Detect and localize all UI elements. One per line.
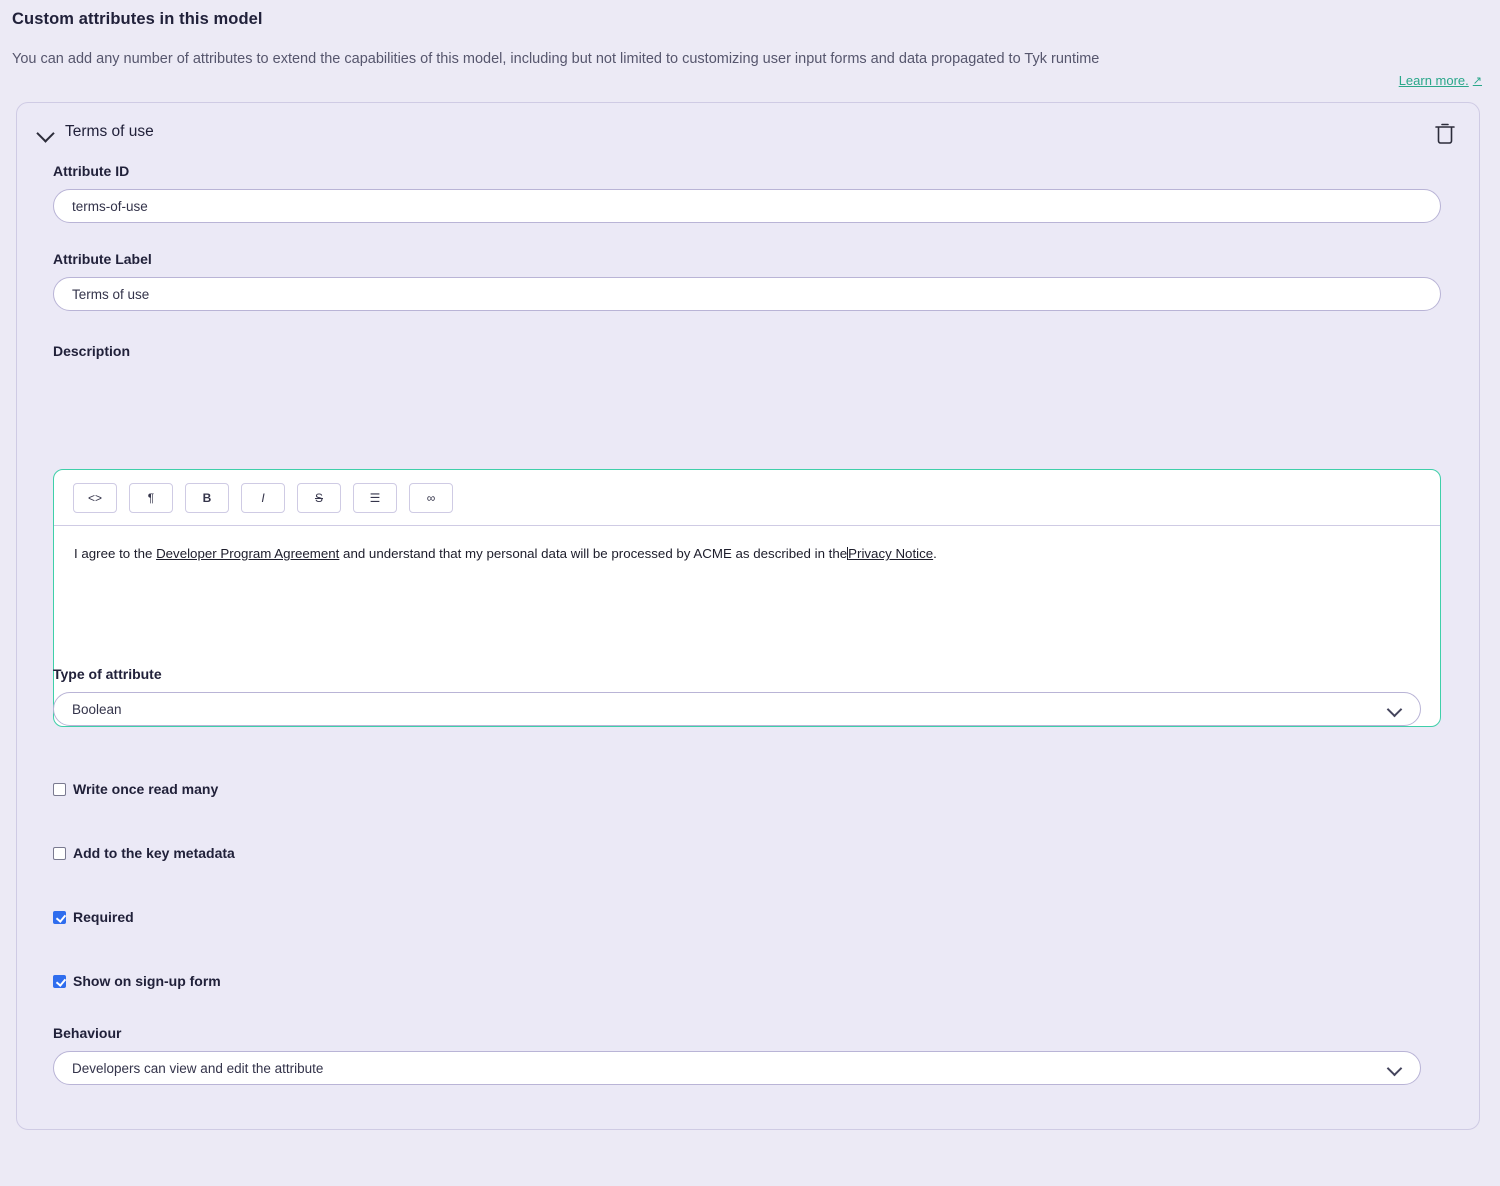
attribute-label-label: Attribute Label [53, 251, 152, 267]
privacy-notice-link[interactable]: Privacy Notice [848, 546, 934, 561]
description-text-part1: I agree to the [74, 546, 157, 561]
write-once-read-many-label: Write once read many [73, 781, 219, 797]
paragraph-icon[interactable]: ¶ [129, 483, 173, 513]
strikethrough-icon[interactable]: S [297, 483, 341, 513]
description-text-part2: and understand that my personal data will be processed by ACME as described in the [339, 546, 848, 561]
developer-program-agreement-link[interactable]: Developer Program Agreement [156, 546, 340, 561]
bullet-list-icon[interactable]: ☰ [353, 483, 397, 513]
type-of-attribute-value: Boolean [72, 701, 122, 717]
editor-toolbar [54, 470, 1440, 526]
add-to-key-metadata-checkbox[interactable] [53, 847, 66, 860]
code-icon[interactable]: <> [73, 483, 117, 513]
behaviour-select[interactable] [53, 1051, 1421, 1085]
learn-more-label: Learn more. [1398, 73, 1469, 88]
behaviour-value: Developers can view and edit the attribute [72, 1060, 324, 1076]
checkbox-row-write-once-read-many[interactable] [53, 781, 218, 797]
chevron-down-icon[interactable] [37, 123, 55, 141]
show-on-sign-up-form-checkbox[interactable] [53, 975, 66, 988]
type-of-attribute-select[interactable] [53, 692, 1421, 726]
description-editor[interactable] [53, 469, 1441, 727]
chevron-down-icon [1388, 702, 1402, 716]
chevron-down-icon [1388, 1061, 1402, 1075]
add-to-key-metadata-label: Add to the key metadata [73, 845, 235, 861]
write-once-read-many-checkbox[interactable] [53, 783, 66, 796]
attribute-card [16, 102, 1480, 1130]
checkbox-row-add-to-key-metadata[interactable] [53, 845, 235, 861]
link-icon[interactable]: ∞ [409, 483, 453, 513]
external-link-icon: ↗ [1472, 75, 1482, 87]
checkbox-row-show-on-sign-up-form[interactable] [53, 973, 221, 989]
attribute-id-input[interactable] [53, 189, 1441, 223]
show-on-sign-up-form-label: Show on sign-up form [73, 973, 221, 989]
behaviour-label: Behaviour [53, 1025, 122, 1041]
trash-icon[interactable] [1433, 121, 1457, 147]
page-description: You can add any number of attributes to extend the capabilities of this model, including but not limited to customizing user input forms and data propagated to Tyk runtime [12, 51, 1100, 67]
checkbox-row-required[interactable] [53, 909, 134, 925]
page-title: Custom attributes in this model [12, 10, 263, 28]
required-checkbox[interactable] [53, 911, 66, 924]
description-label: Description [53, 343, 131, 359]
attribute-id-label: Attribute ID [53, 163, 130, 179]
attribute-card-header[interactable] [37, 123, 154, 141]
type-of-attribute-label: Type of attribute [53, 666, 162, 682]
description-text-part3: . [933, 546, 937, 561]
learn-more-link[interactable] [1399, 73, 1482, 88]
attribute-card-title: Terms of use [65, 123, 154, 140]
italic-icon[interactable]: I [241, 483, 285, 513]
attribute-label-input[interactable] [53, 277, 1441, 311]
bold-icon[interactable]: B [185, 483, 229, 513]
required-label: Required [73, 909, 134, 925]
